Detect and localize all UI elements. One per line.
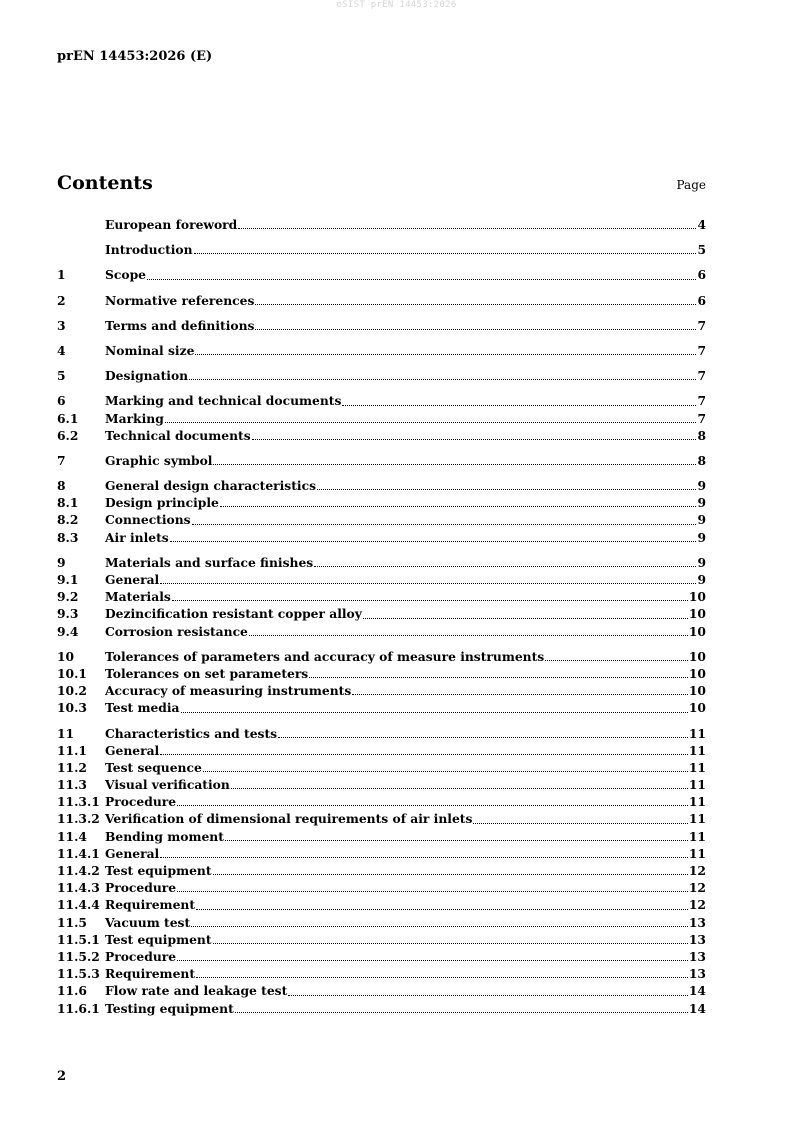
toc-entry-page: 9 — [697, 512, 706, 528]
toc-entry[interactable] — [57, 648, 706, 665]
toc-entry-page: 10 — [688, 665, 706, 681]
toc-dot-leader — [177, 890, 688, 892]
toc-entry-page: 11 — [688, 742, 706, 758]
toc-entry[interactable] — [57, 588, 706, 605]
toc-entry[interactable] — [57, 828, 706, 845]
toc-entry-number: 6 — [57, 393, 66, 409]
toc-entry[interactable] — [57, 427, 706, 444]
toc-entry-title: Designation — [105, 368, 189, 384]
toc-entry-title: Marking and technical documents — [105, 393, 342, 409]
toc-entry-title: Terms and definitions — [105, 317, 255, 333]
toc-entry-title: Introduction — [105, 242, 193, 258]
toc-dot-leader — [255, 328, 696, 330]
toc-entry-page: 7 — [697, 393, 706, 409]
toc-entry-number: 7 — [57, 452, 66, 468]
toc-entry[interactable] — [57, 241, 706, 258]
toc-entry-number: 4 — [57, 342, 66, 358]
toc-dot-leader — [473, 822, 687, 824]
toc-entry[interactable] — [57, 1000, 706, 1017]
toc-entry-number: 11.3.1 — [57, 794, 100, 810]
toc-dot-leader — [147, 278, 696, 280]
toc-dot-leader — [194, 252, 697, 254]
toc-dot-leader — [238, 227, 696, 229]
toc-entry-title: European foreword — [105, 217, 238, 232]
toc-entry-page: 7 — [697, 317, 706, 333]
toc-entry-page: 6 — [697, 292, 706, 308]
toc-dot-leader — [352, 693, 688, 695]
toc-dot-leader — [220, 505, 697, 507]
toc-entry[interactable] — [57, 665, 706, 682]
table-of-contents — [57, 216, 706, 1017]
toc-entry[interactable] — [57, 494, 706, 511]
toc-entry-page: 10 — [688, 606, 706, 622]
toc-entry-title: Connections — [105, 512, 191, 528]
toc-entry[interactable] — [57, 879, 706, 896]
toc-entry[interactable] — [57, 529, 706, 546]
toc-entry-title: Procedure — [105, 948, 177, 964]
toc-dot-leader — [170, 540, 697, 542]
toc-dot-leader — [252, 438, 697, 440]
toc-entry[interactable] — [57, 982, 706, 999]
toc-entry-number: 8.3 — [57, 529, 79, 545]
toc-entry-page: 9 — [697, 478, 706, 494]
toc-entry-page: 7 — [697, 410, 706, 426]
toc-entry-page: 11 — [688, 725, 706, 741]
toc-dot-leader — [196, 976, 688, 978]
toc-dot-leader — [309, 676, 688, 678]
toc-entry-title: Scope — [105, 267, 146, 283]
toc-entry-number: 10.2 — [57, 683, 87, 699]
toc-entry-title: General — [105, 742, 160, 758]
toc-dot-leader — [191, 925, 688, 927]
toc-entry-title: Testing equipment — [105, 1000, 234, 1016]
toc-entry-page: 4 — [697, 217, 706, 232]
toc-entry-title: Corrosion resistance — [105, 623, 248, 639]
toc-entry-page: 11 — [688, 794, 706, 810]
toc-entry[interactable] — [57, 292, 706, 309]
toc-dot-leader — [249, 634, 688, 636]
toc-entry-title: Graphic symbol — [105, 452, 213, 468]
toc-entry[interactable] — [57, 392, 706, 409]
toc-entry[interactable] — [57, 742, 706, 759]
toc-entry-title: General design characteristics — [105, 478, 316, 494]
toc-entry[interactable] — [57, 367, 706, 384]
toc-entry[interactable] — [57, 342, 706, 359]
toc-entry-page: 13 — [688, 931, 706, 947]
toc-entry-title: Dezincification resistant copper alloy — [105, 606, 362, 622]
toc-entry-number: 9 — [57, 554, 66, 570]
toc-entry-title: Marking — [105, 410, 164, 426]
toc-entry-title: General — [105, 572, 160, 587]
toc-entry-number: 11.4 — [57, 828, 87, 844]
toc-entry-number: 11.5.1 — [57, 931, 100, 947]
toc-entry-title: Visual verification — [105, 777, 230, 793]
toc-dot-leader — [160, 856, 688, 858]
toc-entry-number: 11.3 — [57, 777, 87, 793]
toc-entry-number: 11.4.4 — [57, 897, 100, 913]
toc-entry-page: 13 — [688, 914, 706, 930]
toc-dot-leader — [225, 839, 688, 841]
toc-dot-leader — [342, 404, 696, 406]
toc-entry-number: 6.1 — [57, 410, 79, 426]
toc-entry-number: 6.2 — [57, 427, 79, 443]
toc-dot-leader — [172, 599, 688, 601]
toc-entry-title: Test equipment — [105, 931, 212, 947]
toc-entry-number: 8.1 — [57, 495, 79, 511]
toc-dot-leader — [231, 787, 688, 789]
toc-entry-page: 11 — [688, 828, 706, 844]
toc-entry-number: 9.4 — [57, 623, 79, 639]
toc-entry-title: Test sequence — [105, 759, 202, 775]
toc-entry-number: 11.1 — [57, 742, 87, 758]
toc-entry-number: 2 — [57, 292, 66, 308]
toc-entry-page: 12 — [688, 897, 706, 913]
toc-entry-number: 10 — [57, 648, 75, 664]
toc-entry-number: 3 — [57, 317, 66, 333]
toc-entry-title: Air inlets — [105, 529, 169, 545]
toc-entry[interactable] — [57, 896, 706, 913]
toc-entry[interactable] — [57, 410, 706, 427]
toc-dot-leader — [213, 463, 696, 465]
toc-dot-leader — [160, 753, 688, 755]
toc-entry-number: 11.3.2 — [57, 811, 100, 827]
toc-entry-title: Nominal size — [105, 342, 195, 358]
toc-entry-number: 5 — [57, 368, 66, 384]
toc-entry[interactable] — [57, 511, 706, 528]
toc-entry-page: 12 — [688, 863, 706, 878]
toc-dot-leader — [195, 353, 696, 355]
toc-entry-page: 5 — [697, 242, 706, 258]
toc-entry-number: 9.3 — [57, 606, 79, 622]
toc-entry-page: 11 — [688, 811, 706, 827]
toc-entry-title: Tolerances of parameters and accuracy of measure instruments — [105, 648, 545, 664]
toc-entry-title: Design principle — [105, 495, 219, 511]
toc-entry-page: 11 — [688, 777, 706, 793]
toc-entry-title: Test equipment — [105, 863, 212, 878]
toc-entry-number: 8.2 — [57, 512, 79, 528]
toc-dot-leader — [189, 378, 696, 380]
toc-entry-title: Materials and surface finishes — [105, 554, 314, 570]
toc-entry[interactable] — [57, 477, 706, 494]
toc-entry-title: Requirement — [105, 897, 196, 913]
toc-entry-page: 10 — [688, 623, 706, 639]
toc-entry-title: General — [105, 845, 160, 861]
toc-entry-number: 11.5.3 — [57, 966, 100, 982]
toc-dot-leader — [196, 908, 688, 910]
toc-entry-number: 1 — [57, 267, 66, 283]
toc-entry-number: 11.4.1 — [57, 845, 100, 861]
toc-entry[interactable] — [57, 759, 706, 776]
toc-entry-title: Procedure — [105, 880, 177, 896]
toc-dot-leader — [288, 994, 688, 996]
toc-entry-number: 10.3 — [57, 700, 87, 716]
toc-dot-leader — [203, 770, 688, 772]
toc-entry[interactable] — [57, 682, 706, 699]
toc-entry[interactable] — [57, 605, 706, 622]
toc-entry-page: 6 — [697, 267, 706, 283]
toc-entry-title: Technical documents — [105, 427, 251, 443]
toc-entry[interactable] — [57, 914, 706, 931]
toc-entry[interactable] — [57, 554, 706, 571]
toc-entry-number: 9.1 — [57, 572, 79, 587]
toc-entry-page: 11 — [688, 759, 706, 775]
toc-entry-title: Tolerances on set parameters — [105, 665, 309, 681]
toc-dot-leader — [255, 303, 696, 305]
toc-entry[interactable] — [57, 699, 706, 716]
toc-entry-number: 11.5.2 — [57, 948, 100, 964]
document-id: prEN 14453:2026 (E) — [57, 49, 213, 64]
toc-entry-number: 10.1 — [57, 665, 87, 681]
toc-entry-title: Vacuum test — [105, 914, 191, 930]
toc-entry-number: 11.4.3 — [57, 880, 100, 896]
toc-entry-title: Bending moment — [105, 828, 224, 844]
toc-dot-leader — [317, 488, 696, 490]
toc-dot-leader — [213, 873, 688, 875]
toc-entry-title: Requirement — [105, 966, 196, 982]
toc-entry-title: Verification of dimensional requirements of air inlets — [105, 811, 473, 827]
toc-entry-title: Characteristics and tests — [105, 725, 278, 741]
toc-entry-number: 11.5 — [57, 914, 87, 930]
toc-dot-leader — [177, 959, 688, 961]
watermark: oSIST prEN 14453:2026 — [336, 0, 457, 10]
toc-entry-page: 12 — [688, 880, 706, 896]
toc-entry-title: Accuracy of measuring instruments — [105, 683, 352, 699]
toc-entry-title: Procedure — [105, 794, 177, 810]
toc-dot-leader — [165, 421, 697, 423]
toc-entry-page: 10 — [688, 700, 706, 716]
toc-entry-page: 10 — [688, 683, 706, 699]
toc-entry-title: Materials — [105, 589, 171, 605]
toc-entry[interactable] — [57, 810, 706, 827]
contents-title: Contents — [57, 172, 153, 194]
toc-entry-title: Normative references — [105, 292, 255, 308]
toc-dot-leader — [160, 582, 696, 584]
toc-entry-page: 10 — [688, 648, 706, 664]
toc-entry[interactable] — [57, 931, 706, 948]
toc-entry-number: 8 — [57, 478, 66, 494]
toc-entry-page: 8 — [697, 452, 706, 468]
toc-entry-page: 9 — [697, 572, 706, 587]
toc-entry[interactable] — [57, 845, 706, 862]
toc-dot-leader — [278, 736, 688, 738]
toc-entry[interactable] — [57, 862, 706, 879]
toc-entry-page: 14 — [688, 983, 706, 999]
toc-entry[interactable] — [57, 216, 706, 233]
toc-dot-leader — [213, 942, 688, 944]
toc-dot-leader — [363, 617, 688, 619]
toc-dot-leader — [181, 711, 688, 713]
toc-entry-page: 10 — [688, 589, 706, 605]
toc-entry-page: 7 — [697, 342, 706, 358]
toc-entry[interactable] — [57, 571, 706, 588]
toc-dot-leader — [545, 659, 688, 661]
toc-entry-title: Test media — [105, 700, 180, 716]
toc-entry-page: 9 — [697, 554, 706, 570]
toc-entry-number: 11.2 — [57, 759, 87, 775]
page-column-heading: Page — [676, 178, 706, 192]
toc-entry[interactable] — [57, 793, 706, 810]
toc-dot-leader — [314, 565, 696, 567]
toc-entry-number: 11 — [57, 725, 75, 741]
toc-entry[interactable] — [57, 317, 706, 334]
toc-entry-page: 13 — [688, 966, 706, 982]
toc-entry[interactable] — [57, 776, 706, 793]
toc-entry-number: 11.6 — [57, 983, 87, 999]
toc-dot-leader — [192, 523, 697, 525]
toc-dot-leader — [235, 1011, 688, 1013]
toc-entry-page: 14 — [688, 1000, 706, 1016]
toc-entry-number: 9.2 — [57, 589, 79, 605]
toc-entry-page: 7 — [697, 368, 706, 384]
toc-entry-page: 9 — [697, 495, 706, 511]
toc-entry-page: 13 — [688, 948, 706, 964]
toc-entry[interactable] — [57, 948, 706, 965]
page-number: 2 — [57, 1069, 67, 1084]
toc-entry-page: 9 — [697, 529, 706, 545]
toc-entry[interactable] — [57, 452, 706, 469]
toc-entry-title: Flow rate and leakage test — [105, 983, 288, 999]
toc-entry[interactable] — [57, 266, 706, 283]
toc-entry-page: 11 — [688, 845, 706, 861]
toc-entry-number: 11.4.2 — [57, 863, 100, 878]
toc-entry-page: 8 — [697, 427, 706, 443]
toc-entry-number: 11.6.1 — [57, 1000, 100, 1016]
toc-entry[interactable] — [57, 965, 706, 982]
toc-dot-leader — [177, 804, 688, 806]
toc-entry[interactable] — [57, 623, 706, 640]
toc-entry[interactable] — [57, 725, 706, 742]
